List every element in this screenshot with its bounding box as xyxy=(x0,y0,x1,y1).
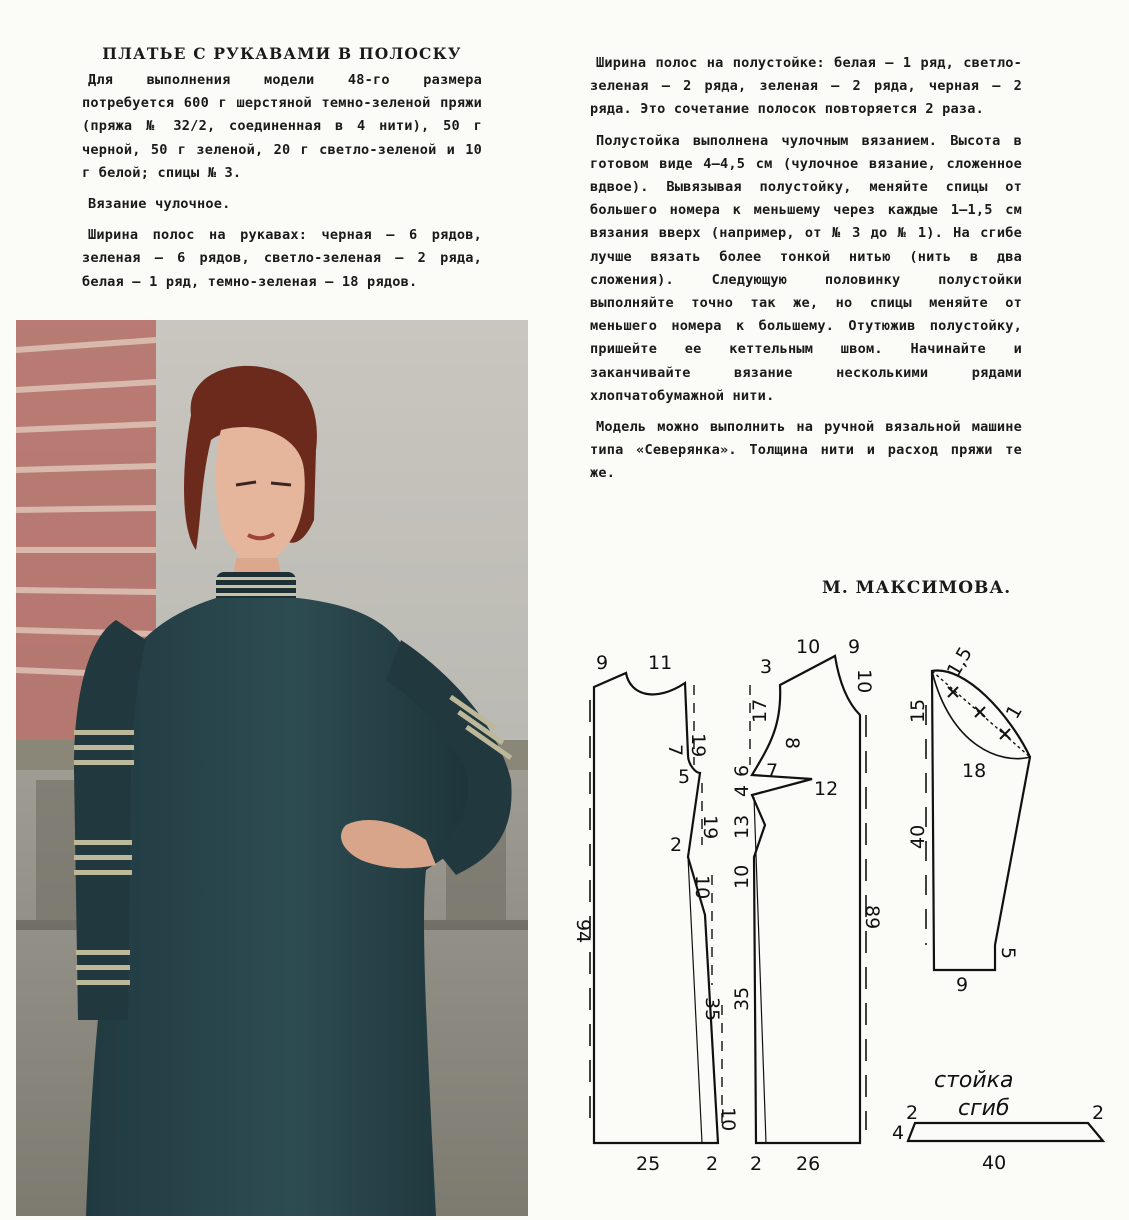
back-dart-top-label: 7 xyxy=(766,760,779,782)
collar-right-label: 2 xyxy=(1092,1102,1105,1124)
back-top-left-label: 3 xyxy=(760,656,773,678)
collar-fold-label: сгиб xyxy=(958,1096,1010,1121)
collar-left-label: 2 xyxy=(906,1102,919,1124)
back-top-mid-label: 10 xyxy=(796,636,821,658)
back-bottom-left-label: 2 xyxy=(750,1153,763,1175)
back-neck-label: 17 xyxy=(749,698,771,723)
collar-width-label: 40 xyxy=(982,1152,1007,1174)
sleeve-cap-b-label: 1 xyxy=(1001,701,1027,723)
paragraph-materials: Для выполнения модели 48-го размера потребуется 600 г шерстяной темно-зеленой пряжи (пряжа № 32/2, соединенная в 4 нити), 50 г черной, 50 г зеленой, 20 г светло-зеленой и 10 г белой; спицы № 3. xyxy=(82,72,482,181)
article-title: ПЛАТЬЕ С РУКАВАМИ В ПОЛОСКУ xyxy=(102,44,462,63)
front-waist-c-label: 10 xyxy=(691,875,713,900)
collar-name-label: стойка xyxy=(934,1068,1014,1093)
paragraph-collar-stripes: Ширина полос на полустойке: белая — 1 ряд, светло-зеленая — 2 ряда, зеленая — 2 ряда, черная — 2 ряда. Это сочетание полосок повторяется 2 раза. xyxy=(590,55,1022,118)
sleeve-cap-height-label: 15 xyxy=(907,698,929,723)
back-dart-length-label: 12 xyxy=(814,778,839,800)
front-bottom-width-label: 25 xyxy=(636,1153,661,1175)
paragraph-sleeve-stripes: Ширина полос на рукавах: черная — 6 рядов, зеленая — 6 рядов, светло-зеленая — 2 ряда, белая — 1 ряд, темно-зеленая — 18 рядов. xyxy=(82,227,482,290)
author-signature: М. МАКСИМОВА. xyxy=(822,578,1012,598)
back-armhole-label: 8 xyxy=(781,737,803,750)
paragraph-collar-method: Полустойка выполнена чулочным вязанием. Высота в готовом виде 4–4,5 см (чулочное вязание, сложенное вдвое). Вывязывая полустойку, меняйте спицы от большего номера к меньшему через каждые 1—1,5 см вязания вверх (например, от № 3 до № 1). На сгибе лучше вязать более тонкой нитью (нить в два сложения). Следующую половинку полустойки выполняйте точно так же, но спицы меняйте от меньшего номера к большему. Отутюжив полустойку, пришейте ее кеттельным швом. Начинайте и заканчивайте вязание несколькими рядами хлопчатобумажной нити. xyxy=(590,132,1022,404)
left-column xyxy=(82,44,482,302)
back-side-b-label: 10 xyxy=(731,864,753,889)
collar-pattern-outline xyxy=(908,1123,1103,1141)
sleeve-bottom-label: 9 xyxy=(956,974,969,996)
pattern-diagrams xyxy=(570,625,1115,1210)
sleeve-cap-a-label: 1,5 xyxy=(942,643,977,681)
paragraph-machine: Модель можно выполнить на ручной вязальной машине типа «Северянка». Толщина нити и расход пряжи те же. xyxy=(590,419,1022,482)
collar-height-label: 4 xyxy=(892,1122,905,1144)
model-photo xyxy=(16,320,528,1216)
sleeve-cuff-label: 5 xyxy=(997,947,1019,960)
front-top-mid-label: 11 xyxy=(648,652,673,674)
back-dart-b-label: 4 xyxy=(731,784,753,797)
back-bottom-width-label: 26 xyxy=(796,1153,821,1175)
sleeve-length-label: 40 xyxy=(907,824,929,849)
back-shoulder-label: 10 xyxy=(853,669,875,694)
front-armhole-c-label: 5 xyxy=(678,766,691,788)
back-pattern-outline xyxy=(752,656,860,1143)
front-hem-b-label: 10 xyxy=(717,1107,739,1132)
front-hem-a-label: 35 xyxy=(701,997,723,1022)
front-armhole-a-label: 19 xyxy=(687,733,709,758)
front-waist-b-label: 19 xyxy=(699,815,721,840)
back-top-right-label: 9 xyxy=(848,636,861,658)
sleeve-width-label: 18 xyxy=(962,760,987,782)
back-dart-a-label: 6 xyxy=(731,764,753,777)
back-side-a-label: 13 xyxy=(731,814,753,839)
front-armhole-b-label: 7 xyxy=(664,744,686,757)
pattern-diagram-svg xyxy=(570,625,1115,1210)
right-column xyxy=(590,52,1022,494)
back-hem-label: 35 xyxy=(731,986,753,1011)
front-length-label: 94 xyxy=(572,919,594,944)
front-waist-a-label: 2 xyxy=(670,834,683,856)
back-length-label: 89 xyxy=(861,905,883,930)
front-bottom-side-label: 2 xyxy=(706,1153,719,1175)
paragraph-stitch: Вязание чулочное. xyxy=(88,196,231,213)
model-photo-illustration xyxy=(16,320,528,1216)
front-top-left-label: 9 xyxy=(596,652,609,674)
